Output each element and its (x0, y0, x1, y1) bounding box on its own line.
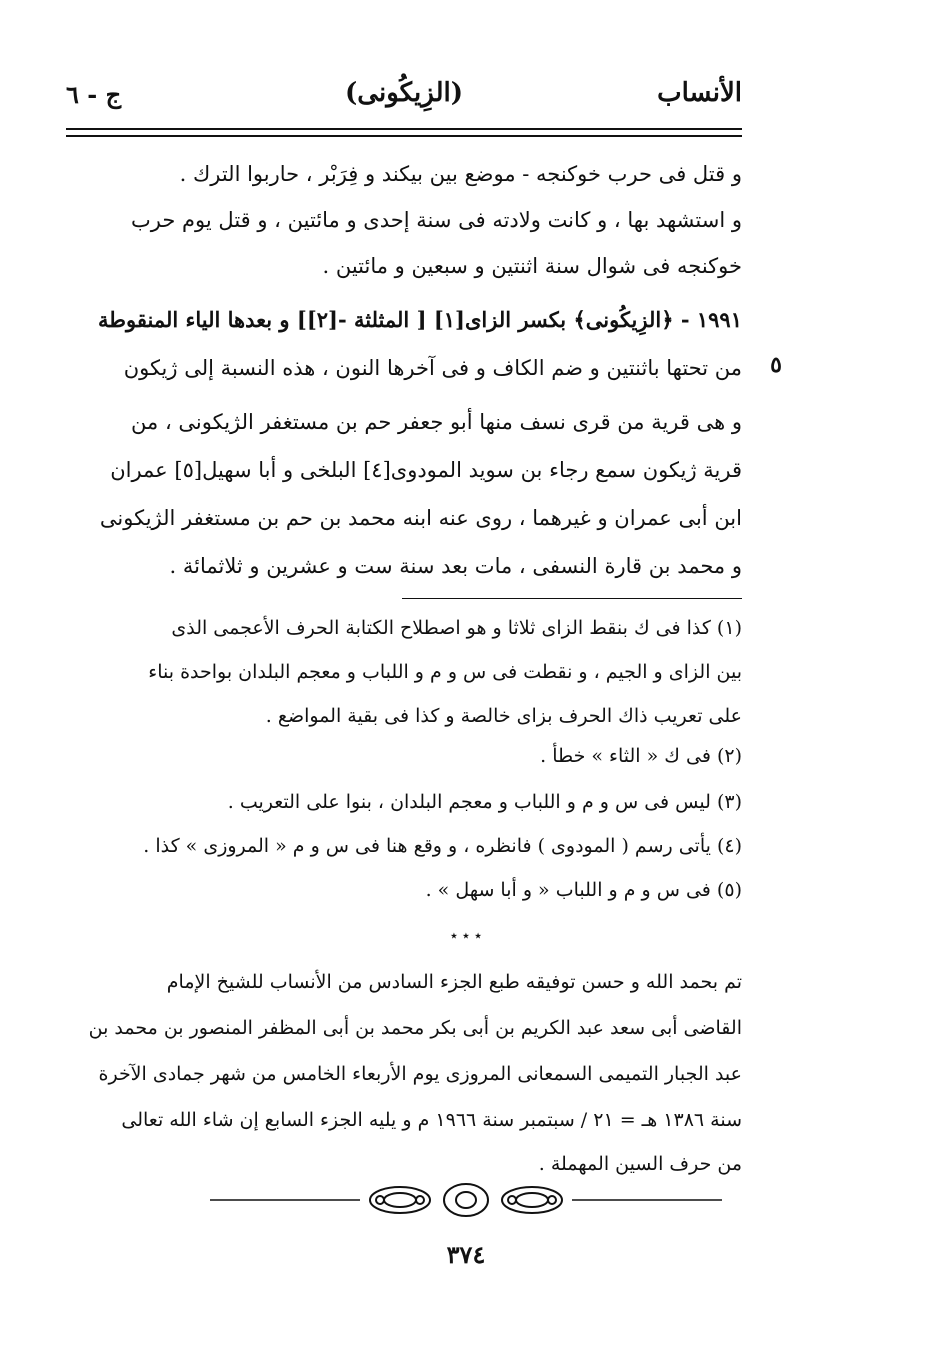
footnote-1-line-1: (١) كذا فى ك بنقط الزاى ثلاثا و هو اصطلاح الكتابة الحرف الأعجمى الذى (171, 617, 742, 639)
margin-line-number: ٥ (770, 352, 782, 378)
body-line-9: و محمد بن قارة النسفى ، مات بعد سنة ست و عشرين و ثلاثمائة . (169, 554, 742, 578)
closing-ornament (210, 1180, 722, 1220)
footnote-2: (٢) فى ك « الثاء » خطأ . (540, 745, 742, 767)
footnote-3: (٣) ليس فى س و م و اللباب و معجم البلدان ، بنوا على التعريب . (227, 791, 742, 813)
body-line-8: ابن أبى عمران و غيرهما ، روى عنه ابنه محمد بن حم بن مستغفر الژيكونى (99, 506, 742, 530)
footnote-5: (٥) فى س و م و اللباب « و أبا سهل » . (425, 879, 742, 901)
running-header (66, 78, 742, 122)
body-line-3: خوكنجه فى شوال سنة اثنتين و سبعين و مائتين . (322, 254, 742, 278)
colophon-line-4: سنة ١٣٨٦ هـ = ٢١ / سبتمبر سنة ١٩٦٦ م و يليه الجزء السابع إن شاء الله تعالى (121, 1109, 742, 1131)
body-line-1: و قتل فى حرب خوكنجه - موضع بين بيكند و فِرَبْر ، حاربوا الترك . (179, 162, 742, 186)
colophon-line-1: تم بحمد الله و حسن توفيقه طبع الجزء السادس من الأنساب للشيخ الإمام (166, 971, 742, 993)
body-line-4: ١٩٩١ - ﴿الزِيكُونى﴾ بكسر الزاى[١] [ المثلثة -[٢]] و بعدها الياء المنقوطة (98, 307, 742, 332)
footnote-1-line-3: على تعريب ذاك الحرف بزاى خالصة و كذا فى بقية المواضع . (265, 705, 742, 727)
footnote-separator (402, 598, 742, 599)
colophon-line-2: القاضى أبى سعد عبد الكريم بن أبى بكر محمد بن أبى المظفر المنصور بن محمد بن (88, 1017, 742, 1039)
footnote-1-line-2: بين الزاى و الجيم ، و نقطت فى س و م و اللباب و معجم البلدان بواحدة بناء (148, 661, 742, 683)
footnote-4: (٤) يأتى رسم ( المودوى ) فانظره ، و وقع هنا فى س و م « المروزى » كذا . (143, 835, 742, 857)
page-number: ٣٧٤ (446, 1240, 486, 1269)
body-line-5: من تحتها باثنتين و ضم الكاف و فى آخرها النون ، هذه النسبة إلى ژيكون (123, 356, 742, 380)
body-line-6: و هى قرية من قرى نسف منها أبو جعفر حم بن مستغفر الژيكونى ، من (131, 410, 742, 434)
colophon-line-3: عبد الجبار التميمى السمعانى المروزى يوم الأربعاء الخامس من شهر جمادى الآخرة (98, 1063, 742, 1085)
section-stars: ٭ ٭ ٭ (450, 928, 482, 944)
header-book-title: الأنساب (657, 78, 742, 108)
header-volume: ج - ٦ (66, 80, 122, 109)
colophon-line-5: من حرف السين المهملة . (538, 1153, 742, 1175)
body-line-7: قرية ژيكون سمع رجاء بن سويد المودوى[٤] البلخى و أبا سهيل[٥] عمران (110, 458, 742, 482)
header-double-rule (66, 128, 742, 137)
body-line-2: و استشهد بها ، و كانت ولادته فى سنة إحدى و مائتين ، و قتل يوم حرب (131, 208, 742, 232)
header-entry-title: (الزِيكُونى) (344, 78, 464, 108)
